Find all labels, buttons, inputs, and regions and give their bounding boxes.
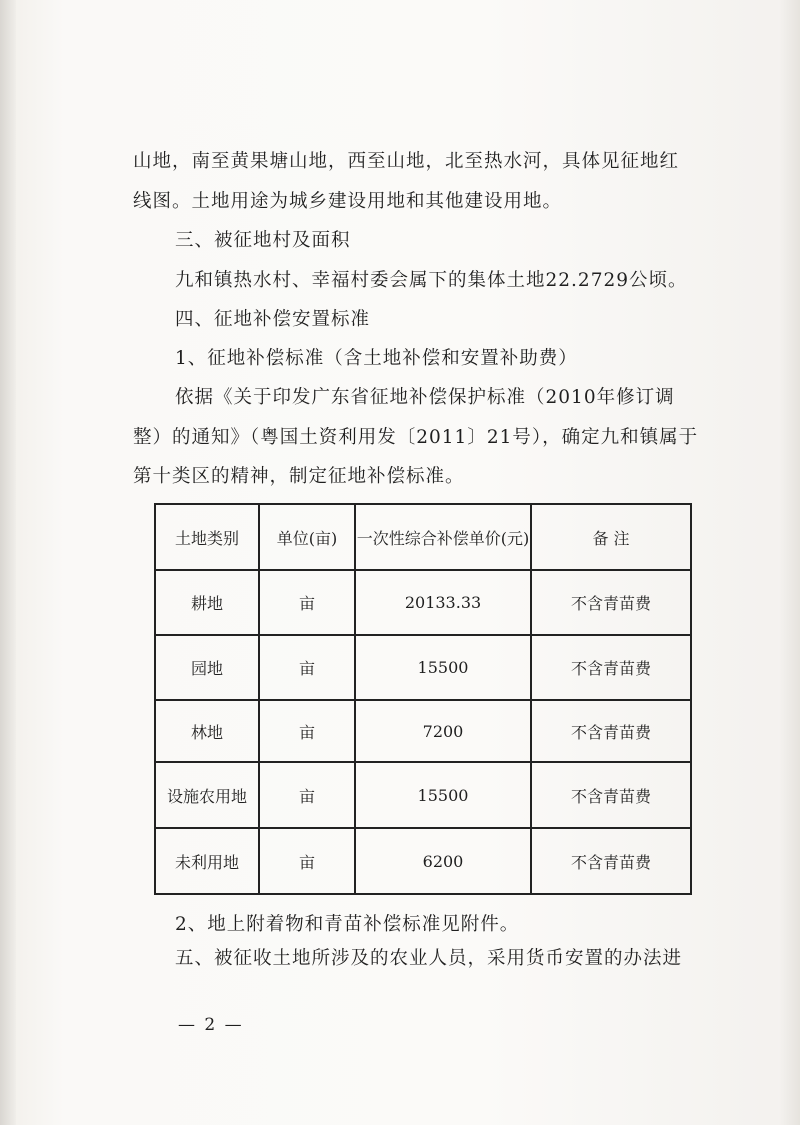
cell-remarks: 不含青苗费 <box>531 762 691 828</box>
cell-price: 15500 <box>355 762 531 828</box>
body-line: 整）的通知》（粤国土资利用发〔2011〕21号），确定九和镇属于 <box>133 427 699 448</box>
cell-remarks: 不含青苗费 <box>531 828 691 894</box>
table-header-row <box>155 504 691 570</box>
page-number: — 2 — <box>178 1015 244 1035</box>
cell-land-type: 园地 <box>155 635 259 700</box>
cell-land-type: 未利用地 <box>155 828 259 894</box>
compensation-table <box>154 503 692 895</box>
body-line: 五、被征收土地所涉及的农业人员，采用货币安置的办法进 <box>175 948 683 969</box>
header-land-type: 土地类别 <box>155 504 259 570</box>
paper-edge-right <box>778 0 800 1125</box>
header-unit: 单位(亩) <box>259 504 355 570</box>
body-line: 2、地上附着物和青苗补偿标准见附件。 <box>175 914 520 935</box>
cell-remarks: 不含青苗费 <box>531 700 691 762</box>
cell-remarks: 不含青苗费 <box>531 635 691 700</box>
cell-price: 7200 <box>355 700 531 762</box>
table-row <box>155 700 691 762</box>
cell-unit: 亩 <box>259 828 355 894</box>
table-row <box>155 762 691 828</box>
cell-remarks: 不含青苗费 <box>531 570 691 635</box>
body-line: 第十类区的精神，制定征地补偿标准。 <box>133 466 465 487</box>
cell-land-type: 林地 <box>155 700 259 762</box>
cell-price: 15500 <box>355 635 531 700</box>
body-line: 山地，南至黄果塘山地，西至山地，北至热水河，具体见征地红 <box>133 151 680 172</box>
table-row <box>155 828 691 894</box>
cell-unit: 亩 <box>259 635 355 700</box>
cell-unit: 亩 <box>259 570 355 635</box>
cell-land-type: 耕地 <box>155 570 259 635</box>
header-unit-price: 一次性综合补偿单价(元) <box>355 504 531 570</box>
paper-edge-left <box>0 0 16 1125</box>
header-remarks: 备 注 <box>531 504 691 570</box>
body-line: 依据《关于印发广东省征地补偿保护标准（2010年修订调 <box>175 387 675 408</box>
cell-unit: 亩 <box>259 762 355 828</box>
cell-land-type: 设施农用地 <box>155 762 259 828</box>
body-line: 九和镇热水村、幸福村委会属下的集体土地22.2729公顷。 <box>175 270 688 291</box>
section-heading: 三、被征地村及面积 <box>175 230 351 251</box>
table-row <box>155 635 691 700</box>
table-row <box>155 570 691 635</box>
subsection-heading: 1、征地补偿标准（含土地补偿和安置补助费） <box>175 348 578 369</box>
cell-unit: 亩 <box>259 700 355 762</box>
cell-price: 6200 <box>355 828 531 894</box>
body-line: 线图。土地用途为城乡建设用地和其他建设用地。 <box>133 191 563 212</box>
section-heading: 四、征地补偿安置标准 <box>175 309 371 330</box>
cell-price: 20133.33 <box>355 570 531 635</box>
